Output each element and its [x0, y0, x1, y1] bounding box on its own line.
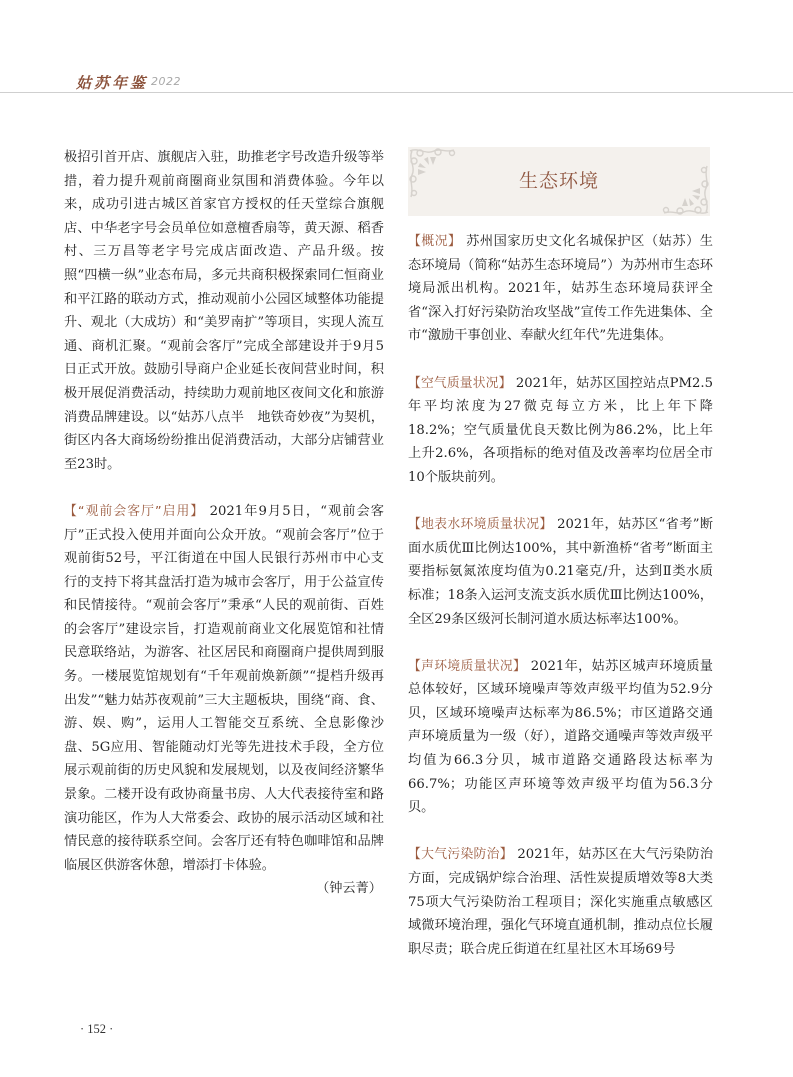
section-tag: 【大气污染防治】 — [408, 847, 513, 863]
section-text: 2021年，姑苏区在大气污染防治方面，完成锅炉综合治理、活性炭提质增效等8大类75项大气污染防治工程项目；深化实施重点敏感区域微环境治理，强化气环境直通机制，推动点位长履职尽责；联合虎丘街道在红星社区木耳场69号 — [408, 847, 714, 957]
section-title: 生态环境 — [518, 170, 599, 192]
section-text: 2021年9月5日，“观前会客厅”正式投入使用并面向公众开放。“观前会客厅”位于观前街52号，平江街道在中国人民银行苏州市中心支行的支持下将其盘活打造为城市会客厅，用于公益宣传和民情接待。“观前会客厅”秉承“人民的观前街、百姓的会客厅”建设宗旨，打造观前商业文化展览馆和社情民意联络站，为游客、社区居民和商圈商户提供周到服务。一楼展览馆规划有“千年观前焕新颜”“提档升级再出发”“魅力姑苏夜观前”三大主题板块，围绕“商、食、游、娱、购”，运用人工智能交互系统、全息影像沙盘、5G应用、智能随动灯光等先进技术手段，全方位展示观前街的历史风貌和发展规划，以及夜间经济繁华景象。二楼开设有政协商量书房、人大代表接待室和路演功能区，作为人大常委会、政协的展示活动区域和社情民意的接待联系空间。会客厅还有特色咖啡馆和品牌临展区供游客休憩，增添打卡体验。 — [64, 503, 384, 873]
section-banner — [408, 147, 710, 216]
page-number: · 152 · — [80, 1022, 114, 1036]
section-text: 2021年，姑苏区城声环境质量总体较好，区域环境噪声等效声级平均值为52.9分贝，区域环境噪声达标率为86.5%；市区道路交通声环境质量为一级（好），道路交通噪声等效声级平均值为66.3分贝，城市道路交通路段达标率为66.7%；功能区声环境等效声级平均值为56.3分贝。 — [408, 658, 713, 816]
left-column — [64, 146, 384, 901]
section-tag: 【地表水环境质量状况】 — [408, 517, 553, 533]
guanqian-lounge-paragraph — [64, 500, 384, 878]
overview-paragraph — [408, 230, 713, 348]
section-tag: 【概况】 — [408, 234, 462, 249]
section-tag: 【声环境质量状况】 — [408, 658, 527, 674]
author-credit: （钟云菁） — [316, 881, 382, 897]
yearbook-year: 2022 — [151, 75, 181, 88]
section-tag: 【“观前会客厅”启用】 — [64, 503, 205, 519]
right-column — [408, 230, 713, 961]
air-pollution-control-paragraph — [408, 843, 713, 961]
page-header — [0, 0, 793, 93]
surface-water-paragraph — [408, 513, 713, 631]
acoustic-environment-paragraph — [408, 655, 713, 820]
section-text: 苏州国家历史文化名城保护区（姑苏）生态环境局（简称“姑苏生态环境局”）为苏州市生态环境局派出机构。2021年，姑苏生态环境局获评全省“深入打好污染防治攻坚战”宣传工作先进集体、全市“激励干事创业、奉献火红年代”先进集体。 — [408, 234, 713, 344]
commerce-paragraph: 极招引首开店、旗舰店入驻，助推老字号改造升级等举措，着力提升观前商圈商业氛围和消费体验。今年以来，成功引进古城区首家官方授权的任天堂综合旗舰店、中华老字号会员单位如意檀香扇等，黄天源、稻香村、三万昌等老字号完成店面改造、产品升级。按照“四横一纵”业态布局，多元共商积极探索同仁恒商业和平江路的联动方式，推动观前小公园区域整体功能提升、观北（大成坊）和“美罗南扩”等项目，实现人流互通、商机汇聚。“观前会客厅”完成全部建设并于9月5日正式开放。鼓励引导商户企业延长夜间营业时间，积极开展促消费活动，持续助力观前地区夜间文化和旅游消费品牌建设。以“姑苏八点半 地铁奇妙夜”为契机，街区内各大商场纷纷推出促消费活动，大部分店铺营业至23时。 — [64, 150, 384, 472]
air-quality-paragraph — [408, 372, 713, 490]
section-tag: 【空气质量状况】 — [408, 375, 512, 391]
yearbook-logo: 姑苏年鉴 — [76, 74, 149, 92]
section-text: 2021年，姑苏区“省考”断面水质优Ⅲ比例达100%，其中新渔桥“省考”断面主要指标氨氮浓度均值为0.21毫克/升，达到Ⅱ类水质标准；18条入运河支流支浜水质优Ⅲ比例达100%，全区29条区级河长制河道水质达标率达100%。 — [408, 517, 714, 627]
section-text: 2021年，姑苏区国控站点PM2.5年平均浓度为27微克每立方米，比上年下降18.2%；空气质量优良天数比例为86.2%，比上年上升2.6%，各项指标的绝对值及改善率均位居全市10个版块前列。 — [408, 375, 713, 485]
